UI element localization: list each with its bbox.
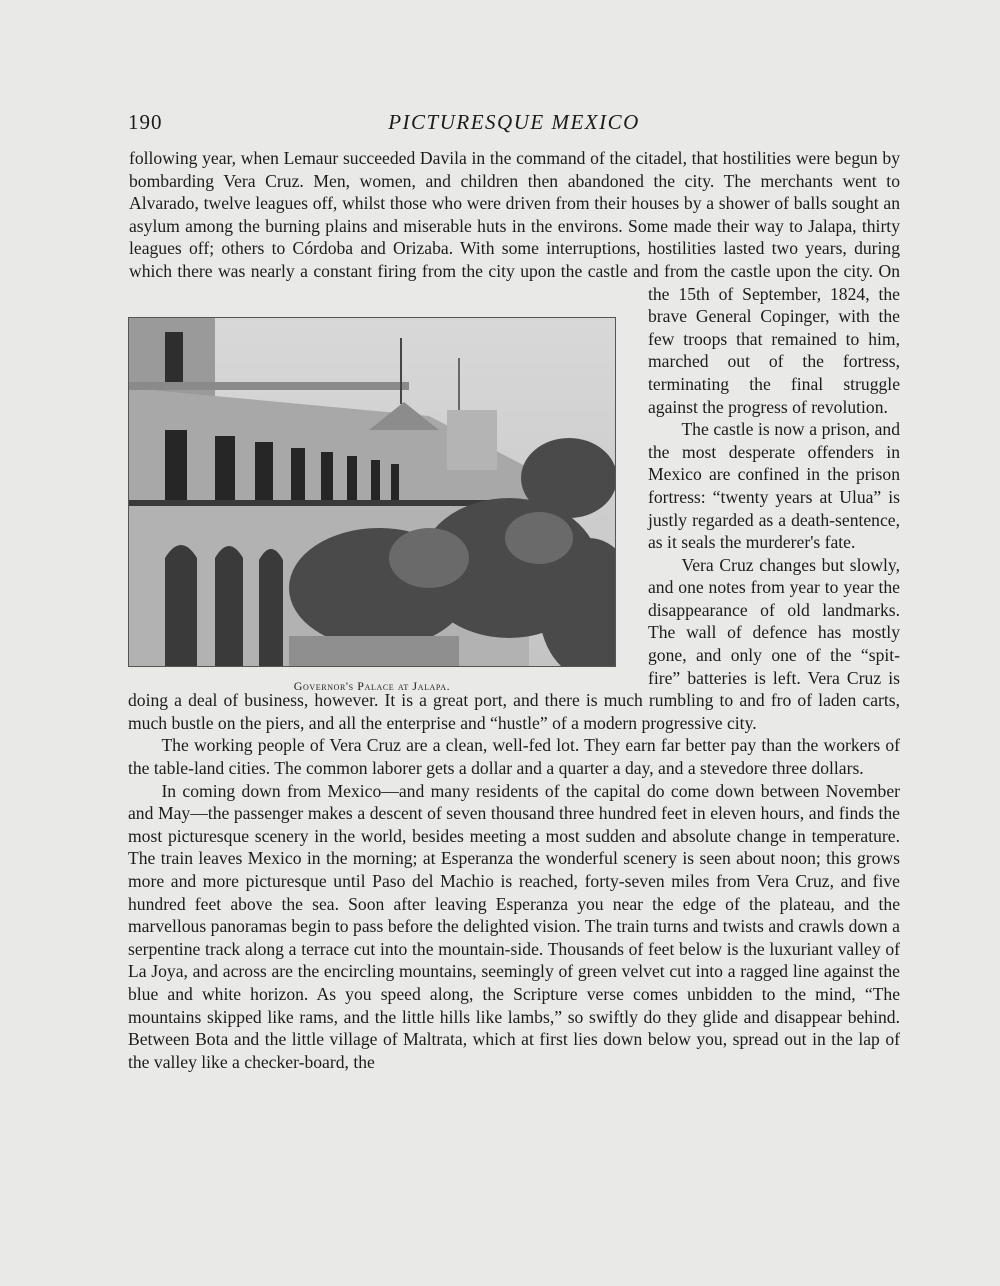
running-title: PICTURESQUE MEXICO — [388, 110, 640, 134]
paragraph: The castle is now a prison, and the most desperate offenders in Mexico are confined in the prison fortress: “twenty years at Ulua” is justly regarded as a death-sentence, as it seals the murderer's fate. — [648, 419, 900, 553]
paragraph: The working people of Vera Cruz are a clean, well-fed lot. They earn far better pay than the workers of the table-land cities. The common laborer gets a dollar and a quarter a day, and a stevedore three dollars. — [128, 735, 900, 779]
figure-caption: Governor's Palace at Jalapa. — [293, 679, 451, 693]
photograph-governors-palace — [128, 317, 616, 667]
paragraph: following year, when Lemaur succeeded Davila in the command of the citadel, that hostilities were begun by bombarding Vera Cruz. Men, women, and children then abandoned the city. The merchants went to Alvarado, twelve leagues off, whilst those who were driven from their houses by a shower of balls sought an asylum among the burning plains and miserable huts in the environs. Some made their way to Jalapa, thirty leagues off; others to Córdoba and Orizaba. With some interruptions, hostilities lasted two years, during which there was nearly a constant firing from the city upon the castle and from the castle upon the city. On the 15th of September, 1824, the brave General Copinger, with the few troops that remained to him, marched out of the fortress, terminating the final struggle against the progress of revolution. — [129, 148, 900, 417]
page-number: 190 — [128, 110, 163, 134]
photo-illustration — [129, 318, 615, 666]
page-header — [128, 110, 900, 140]
paragraph: In coming down from Mexico—and many residents of the capital do come down between November and May—the passenger makes a descent of seven thousand three hundred feet in eleven hours, and finds the most picturesque scenery in the world, besides meeting a most sudden and absolute change in temperature. The train leaves Mexico in the morning; at Esperanza the wonderful scenery is seen about noon; this grows more and more picturesque until Paso del Machio is reached, forty-seven miles from Vera Cruz, and five hundred feet above the sea. Soon after leaving Esperanza you near the edge of the plateau, and the marvellous panoramas begin to pass before the delighted vision. The train turns and twists and crawls down a serpentine track along a terrace cut into the mountain-side. Thousands of feet below is the luxuriant valley of La Joya, and across are the encircling mountains, seemingly of green velvet cut into a ragged line against the blue and white horizon. As you speed along, the Scripture verse comes unbidden to the mind, “The mountains skipped like rams, and the little hills like lambs,” so swiftly do they glide and disappear behind. Between Bota and the little village of Maltrata, which at first lies down below you, spread out in the lap of the valley like a checker-board, the — [128, 780, 900, 1072]
body-text — [128, 147, 900, 1073]
paragraph: Vera Cruz changes but slowly, and one notes from year to year the disappearance of old landmarks. The wall of defence has mostly gone, and only one of the “spit-fire” batteries is left. Vera Cruz is doing a deal of business, however. It is a great port, and there is much rumbling to and fro of laden carts, much bustle on the piers, and all the enterprise and “hustle” of a modern progressive city. — [128, 554, 900, 733]
